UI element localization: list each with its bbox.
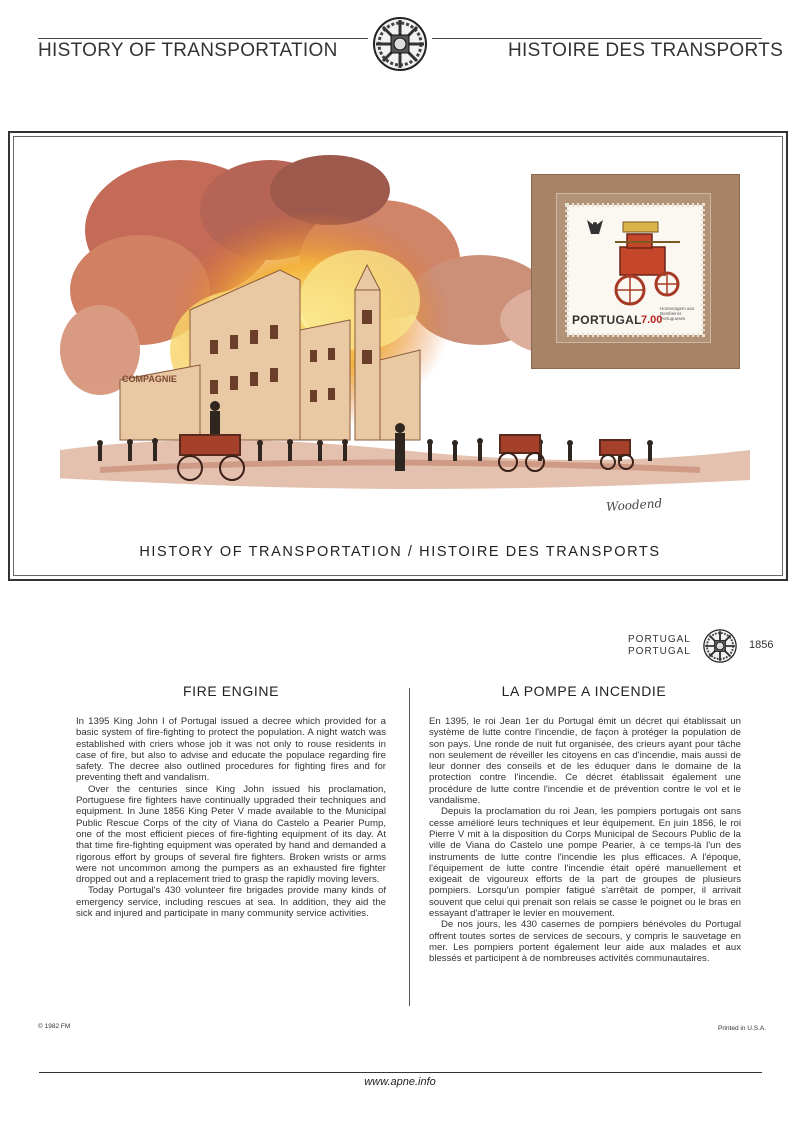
french-title: LA POMPE A INCENDIE [501, 683, 667, 699]
topic-year: 1856 [749, 639, 774, 651]
english-text [76, 716, 386, 919]
column-divider [409, 688, 410, 1006]
footer-rule [39, 1072, 762, 1073]
header-rule-right [432, 38, 762, 39]
french-paragraph: En 1395, le roi Jean 1er du Portugal émit un décret qui établissait un système de lutte contre l'incendie, de façon à protéger la population de son pays. Une ronde de nuit fut organisée, des crieurs ayant pour tâche non seulement de réveiller les citoyens en cas d'incendie, mais aussi de leur donner des conseils et de les éduquer dans le domaine de la protection contre l'incendie. Ce décret établissait également une procédure de lutte contre l'incendie et de prévention contre le vol et le vandalisme. [429, 716, 741, 807]
stamp-fire-engine-icon [575, 212, 700, 312]
english-paragraph: In 1395 King John I of Portugal issued a decree which provided for a basic system of fire-fighting to protect the population. A night watch was established with criers whose job it was not only to rouse residents in case of fire, but also to advise and educate the populace regarding fire safety. The decree also outlined procedures for fighting fires and for preventing theft and vandalism. [76, 716, 386, 784]
header-rule-left [38, 38, 368, 39]
header-title-en: HISTORY OF TRANSPORTATION [38, 40, 338, 61]
stamp-country: PORTUGAL [572, 313, 642, 327]
french-paragraph: Depuis la proclamation du roi Jean, les pompiers portugais ont sans cesse amélioré leurs techniques et leur équipement. En juin 1856, le roi Pierre V mit à la disposition du Corps Municipal de Secours Public de la ville de Viana do Castelo une pompe Pearier, à ce temps-là l'un des instruments de lutte contre l'incendie les plus efficaces. A l'époque, l'équipement de lutte contre l'incendie était opéré manuellement et exigeait de vigoureux efforts de la part de groupes de plusieurs pompiers. Lorsqu'un pompier fatigué s'arrêtait de pomper, il arrivait souvent que celui qui prenait son relais se casse le poignet ou le bras en essayant d'attraper le levier en mouvement. [429, 806, 741, 920]
wheel-small-icon [702, 628, 738, 664]
printed-note: Printed in U.S.A. [718, 1025, 767, 1032]
stamp-caption: Homenagem aos Bombeiros Portugueses [660, 306, 695, 321]
english-title: FIRE ENGINE [182, 683, 280, 699]
english-paragraph: Today Portugal's 430 volunteer fire brigades provide many kinds of emergency service, including rescues at sea. In addition, they aid the sick and injured and participate in many community service activities. [76, 885, 386, 920]
building-sign: COMPAGNIE [122, 374, 177, 384]
english-paragraph: Over the centuries since King John issued his proclamation, Portuguese fire fighters have continually upgraded their techniques and equipment. In June 1856 King Peter V made available to the Municipal Public Rescue Corps of the city of Viana do Castelo a Pearier Pump, one of the most efficient pieces of fire-fighting equipment of its day. At that time fire-fighting equipment was operated by hand and demanded a rigorous effort by groups of several fire fighters. Broken wrists or arms were not uncommon among the pumpers as an exhausted fire fighter dropped out and a replacement tried to grasp the rapidly moving levers. [76, 783, 386, 886]
header-title-fr: HISTOIRE DES TRANSPORTS [508, 40, 784, 61]
artwork-caption: HISTORY OF TRANSPORTATION / HISTOIRE DES TRANSPORTS [139, 544, 661, 560]
copyright-note: © 1982 FM [38, 1023, 71, 1030]
country-label-fr: PORTUGAL [628, 646, 691, 657]
stamp-value: 7.00 [641, 314, 663, 326]
french-paragraph: De nos jours, les 430 casernes de pompiers bénévoles du Portugal offrent toutes sortes de services de secours, y compris le sauvetage en mer. Les pompiers portent également leur aide aux malades et aux blessés et participent à de nombreuses activités communautaires. [429, 919, 741, 965]
footer-url[interactable]: www.apne.info [364, 1076, 436, 1088]
country-label-en: PORTUGAL [628, 634, 691, 645]
wheel-emblem-icon [372, 15, 428, 73]
artist-signature: Woodend [605, 496, 663, 514]
french-text [429, 716, 741, 965]
